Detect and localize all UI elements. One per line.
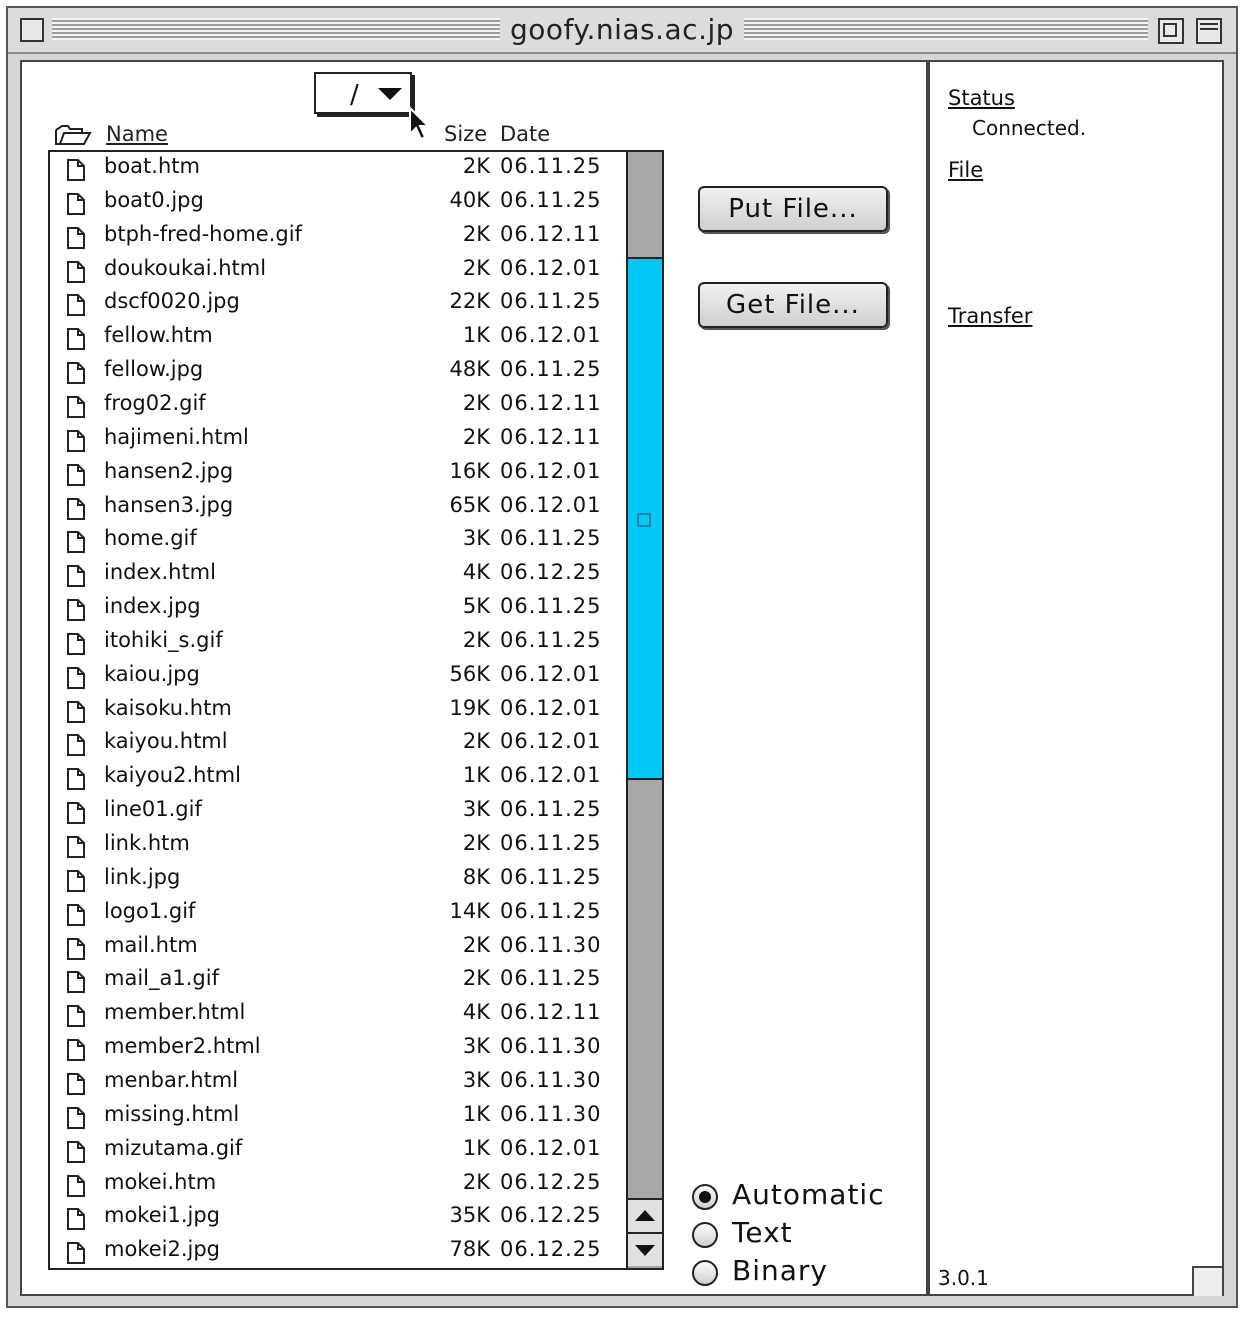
window-content: [20, 60, 1224, 1296]
file-size: 35K: [449, 1203, 490, 1228]
file-row[interactable]: [50, 152, 626, 186]
file-name: mail_a1.gif: [104, 966, 219, 991]
file-date: 06.12.01: [500, 763, 602, 788]
file-row[interactable]: [50, 1201, 626, 1235]
file-label: File: [948, 158, 984, 182]
file-row[interactable]: [50, 254, 626, 288]
document-icon: [66, 733, 86, 757]
transfer-label: Transfer: [948, 304, 1033, 328]
file-date: 06.11.25: [500, 864, 602, 889]
file-row[interactable]: [50, 761, 626, 795]
file-name: kaisoku.htm: [104, 695, 232, 720]
document-icon: [66, 666, 86, 690]
document-icon: [66, 192, 86, 216]
file-name: hajimeni.html: [104, 424, 249, 449]
file-name: itohiki_s.gif: [104, 627, 223, 652]
document-icon: [66, 463, 86, 487]
scroll-down-button[interactable]: [628, 1232, 662, 1266]
file-date: 06.12.01: [500, 255, 602, 280]
column-header-name[interactable]: Name: [106, 122, 168, 146]
status-label: Status: [948, 86, 1015, 110]
file-name: hansen3.jpg: [104, 492, 234, 517]
file-date: 06.12.01: [500, 458, 602, 483]
file-row[interactable]: [50, 964, 626, 998]
document-icon: [66, 632, 86, 656]
file-row[interactable]: [50, 491, 626, 525]
file-size: 3K: [462, 797, 490, 822]
file-row[interactable]: [50, 287, 626, 321]
document-icon: [66, 1207, 86, 1231]
file-size: 19K: [449, 695, 490, 720]
file-size: 14K: [449, 898, 490, 923]
document-icon: [66, 1106, 86, 1130]
file-name: hansen2.jpg: [104, 458, 234, 483]
radio-label-text: Text: [732, 1216, 793, 1249]
file-name: kaiyou2.html: [104, 763, 241, 788]
file-list[interactable]: [48, 150, 664, 1270]
document-icon: [66, 1140, 86, 1164]
file-size: 40K: [449, 187, 490, 212]
file-date: 06.11.30: [500, 1067, 602, 1092]
file-size: 2K: [462, 390, 490, 415]
file-size: 22K: [449, 289, 490, 314]
file-name: link.htm: [104, 831, 190, 855]
file-name: menbar.html: [104, 1067, 239, 1092]
file-date: 06.11.25: [500, 831, 602, 855]
file-size: 4K: [462, 560, 490, 585]
scroll-thumb[interactable]: [628, 257, 662, 780]
file-name: home.gif: [104, 526, 197, 551]
file-row[interactable]: [50, 626, 626, 660]
file-date: 06.12.11: [500, 1000, 602, 1025]
file-size: 2K: [462, 627, 490, 652]
document-icon: [66, 1072, 86, 1096]
file-date: 06.12.01: [500, 492, 602, 517]
file-row[interactable]: [50, 660, 626, 694]
file-date: 06.11.25: [500, 526, 602, 551]
file-size: 78K: [449, 1237, 490, 1262]
document-icon: [66, 361, 86, 385]
file-date: 06.11.25: [500, 594, 602, 619]
file-name: index.html: [104, 560, 216, 585]
file-date: 06.12.11: [500, 390, 602, 415]
file-size: 3K: [462, 1067, 490, 1092]
file-row[interactable]: [50, 998, 626, 1032]
vertical-scrollbar[interactable]: [626, 152, 662, 1268]
file-size: 2K: [462, 221, 490, 246]
file-name: boat.htm: [104, 154, 200, 178]
document-icon: [66, 293, 86, 317]
file-date: 06.12.01: [500, 1135, 602, 1160]
column-header-date[interactable]: Date: [500, 122, 551, 146]
file-date: 06.12.25: [500, 1237, 602, 1262]
arrow-cursor-icon: [408, 106, 434, 142]
put-file-button[interactable]: Put File...: [698, 186, 888, 232]
file-name: member2.html: [104, 1034, 261, 1059]
radio-label-binary: Binary: [732, 1254, 828, 1287]
document-icon: [66, 801, 86, 825]
file-date: 06.11.25: [500, 627, 602, 652]
file-row[interactable]: [50, 389, 626, 423]
document-icon: [66, 869, 86, 893]
column-header-size[interactable]: Size: [444, 122, 488, 146]
file-name: doukoukai.html: [104, 255, 267, 280]
file-row[interactable]: [50, 863, 626, 897]
file-name: fellow.htm: [104, 323, 213, 348]
file-date: 06.11.25: [500, 357, 602, 382]
file-size: 2K: [462, 932, 490, 957]
file-row[interactable]: [50, 220, 626, 254]
file-date: 06.12.25: [500, 1169, 602, 1194]
window-title: goofy.nias.ac.jp: [500, 13, 744, 46]
folder-icon[interactable]: [54, 124, 92, 146]
panel-divider: [926, 62, 930, 1294]
file-date: 06.11.25: [500, 797, 602, 822]
file-name: member.html: [104, 1000, 246, 1025]
file-size: 48K: [449, 357, 490, 382]
file-name: logo1.gif: [104, 898, 196, 923]
file-size: 2K: [462, 831, 490, 855]
file-row[interactable]: [50, 321, 626, 355]
file-name: missing.html: [104, 1101, 240, 1126]
file-row[interactable]: [50, 727, 626, 761]
file-size: 2K: [462, 255, 490, 280]
file-date: 06.11.25: [500, 966, 602, 991]
resize-grip-icon[interactable]: [1192, 1266, 1222, 1296]
file-date: 06.11.30: [500, 1034, 602, 1059]
file-size: 3K: [462, 1034, 490, 1059]
file-row[interactable]: [50, 186, 626, 220]
file-row[interactable]: [50, 931, 626, 965]
file-size: 2K: [462, 729, 490, 754]
document-icon: [66, 1241, 86, 1265]
radio-unselected-icon: [692, 1222, 718, 1248]
document-icon: [66, 226, 86, 250]
scroll-grip-icon: [637, 513, 651, 527]
file-row[interactable]: [50, 897, 626, 931]
directory-popup[interactable]: [314, 72, 412, 114]
document-icon: [66, 835, 86, 859]
arrow-down-icon: [635, 1245, 655, 1256]
file-size: 2K: [462, 966, 490, 991]
file-date: 06.12.11: [500, 221, 602, 246]
radio-selected-icon: [692, 1184, 718, 1210]
file-row[interactable]: [50, 829, 626, 863]
popup-arrow-icon: [378, 88, 402, 100]
file-name: mokei2.jpg: [104, 1237, 221, 1262]
document-icon: [66, 903, 86, 927]
status-value: Connected.: [972, 116, 1087, 140]
document-icon: [66, 564, 86, 588]
file-name: line01.gif: [104, 797, 202, 822]
document-icon: [66, 530, 86, 554]
document-icon: [66, 327, 86, 351]
file-size: 8K: [462, 864, 490, 889]
file-name: dscf0020.jpg: [104, 289, 240, 314]
file-size: 1K: [462, 1135, 490, 1160]
file-row[interactable]: [50, 592, 626, 626]
file-name: link.jpg: [104, 864, 181, 889]
zoom-box-icon[interactable]: [1158, 18, 1184, 44]
file-row[interactable]: [50, 795, 626, 829]
file-name: btph-fred-home.gif: [104, 221, 302, 246]
document-icon: [66, 1174, 86, 1198]
document-icon: [66, 767, 86, 791]
file-size: 2K: [462, 154, 490, 178]
title-bar[interactable]: [8, 8, 1236, 54]
file-date: 06.12.01: [500, 695, 602, 720]
file-date: 06.12.01: [500, 729, 602, 754]
file-date: 06.12.01: [500, 323, 602, 348]
ftp-window: [6, 6, 1238, 1308]
file-name: index.jpg: [104, 594, 201, 619]
file-date: 06.11.25: [500, 154, 602, 178]
document-icon: [66, 497, 86, 521]
file-date: 06.12.25: [500, 1203, 602, 1228]
document-icon: [66, 700, 86, 724]
file-size: 1K: [462, 763, 490, 788]
collapse-box-icon[interactable]: [1196, 18, 1222, 44]
file-date: 06.11.25: [500, 289, 602, 314]
radio-label-automatic: Automatic: [732, 1178, 885, 1211]
file-date: 06.11.25: [500, 898, 602, 923]
file-row[interactable]: [50, 1235, 626, 1269]
file-name: mail.htm: [104, 932, 198, 957]
file-row[interactable]: [50, 1134, 626, 1168]
file-name: mizutama.gif: [104, 1135, 243, 1160]
file-row[interactable]: [50, 423, 626, 457]
file-date: 06.11.25: [500, 187, 602, 212]
file-date: 06.12.25: [500, 560, 602, 585]
file-row[interactable]: [50, 1032, 626, 1066]
file-date: 06.11.30: [500, 1101, 602, 1126]
file-size: 2K: [462, 424, 490, 449]
directory-path: /: [350, 80, 359, 110]
document-icon: [66, 158, 86, 182]
file-row[interactable]: [50, 694, 626, 728]
file-size: 1K: [462, 1101, 490, 1126]
file-size: 4K: [462, 1000, 490, 1025]
document-icon: [66, 937, 86, 961]
document-icon: [66, 1004, 86, 1028]
file-row[interactable]: [50, 457, 626, 491]
file-row[interactable]: [50, 1066, 626, 1100]
file-name: mokei1.jpg: [104, 1203, 221, 1228]
file-size: 1K: [462, 323, 490, 348]
document-icon: [66, 1038, 86, 1062]
document-icon: [66, 429, 86, 453]
file-row[interactable]: [50, 1100, 626, 1134]
document-icon: [66, 970, 86, 994]
file-row[interactable]: [50, 558, 626, 592]
file-size: 16K: [449, 458, 490, 483]
radio-unselected-icon: [692, 1260, 718, 1286]
file-name: mokei.htm: [104, 1169, 217, 1194]
file-name: frog02.gif: [104, 390, 206, 415]
document-icon: [66, 260, 86, 284]
scroll-up-button[interactable]: [628, 1198, 662, 1232]
file-row[interactable]: [50, 524, 626, 558]
file-row[interactable]: [50, 355, 626, 389]
get-file-button[interactable]: Get File...: [698, 282, 888, 328]
file-name: kaiou.jpg: [104, 661, 200, 686]
version-number: 3.0.1: [938, 1266, 989, 1290]
document-icon: [66, 395, 86, 419]
file-size: 65K: [449, 492, 490, 517]
document-icon: [66, 598, 86, 622]
file-row[interactable]: [50, 1168, 626, 1202]
file-size: 56K: [449, 661, 490, 686]
file-date: 06.11.30: [500, 932, 602, 957]
arrow-up-icon: [635, 1210, 655, 1221]
file-size: 3K: [462, 526, 490, 551]
file-size: 2K: [462, 1169, 490, 1194]
file-date: 06.12.01: [500, 661, 602, 686]
file-name: kaiyou.html: [104, 729, 228, 754]
file-size: 5K: [462, 594, 490, 619]
file-date: 06.12.11: [500, 424, 602, 449]
file-name: boat0.jpg: [104, 187, 204, 212]
file-name: fellow.jpg: [104, 357, 204, 382]
